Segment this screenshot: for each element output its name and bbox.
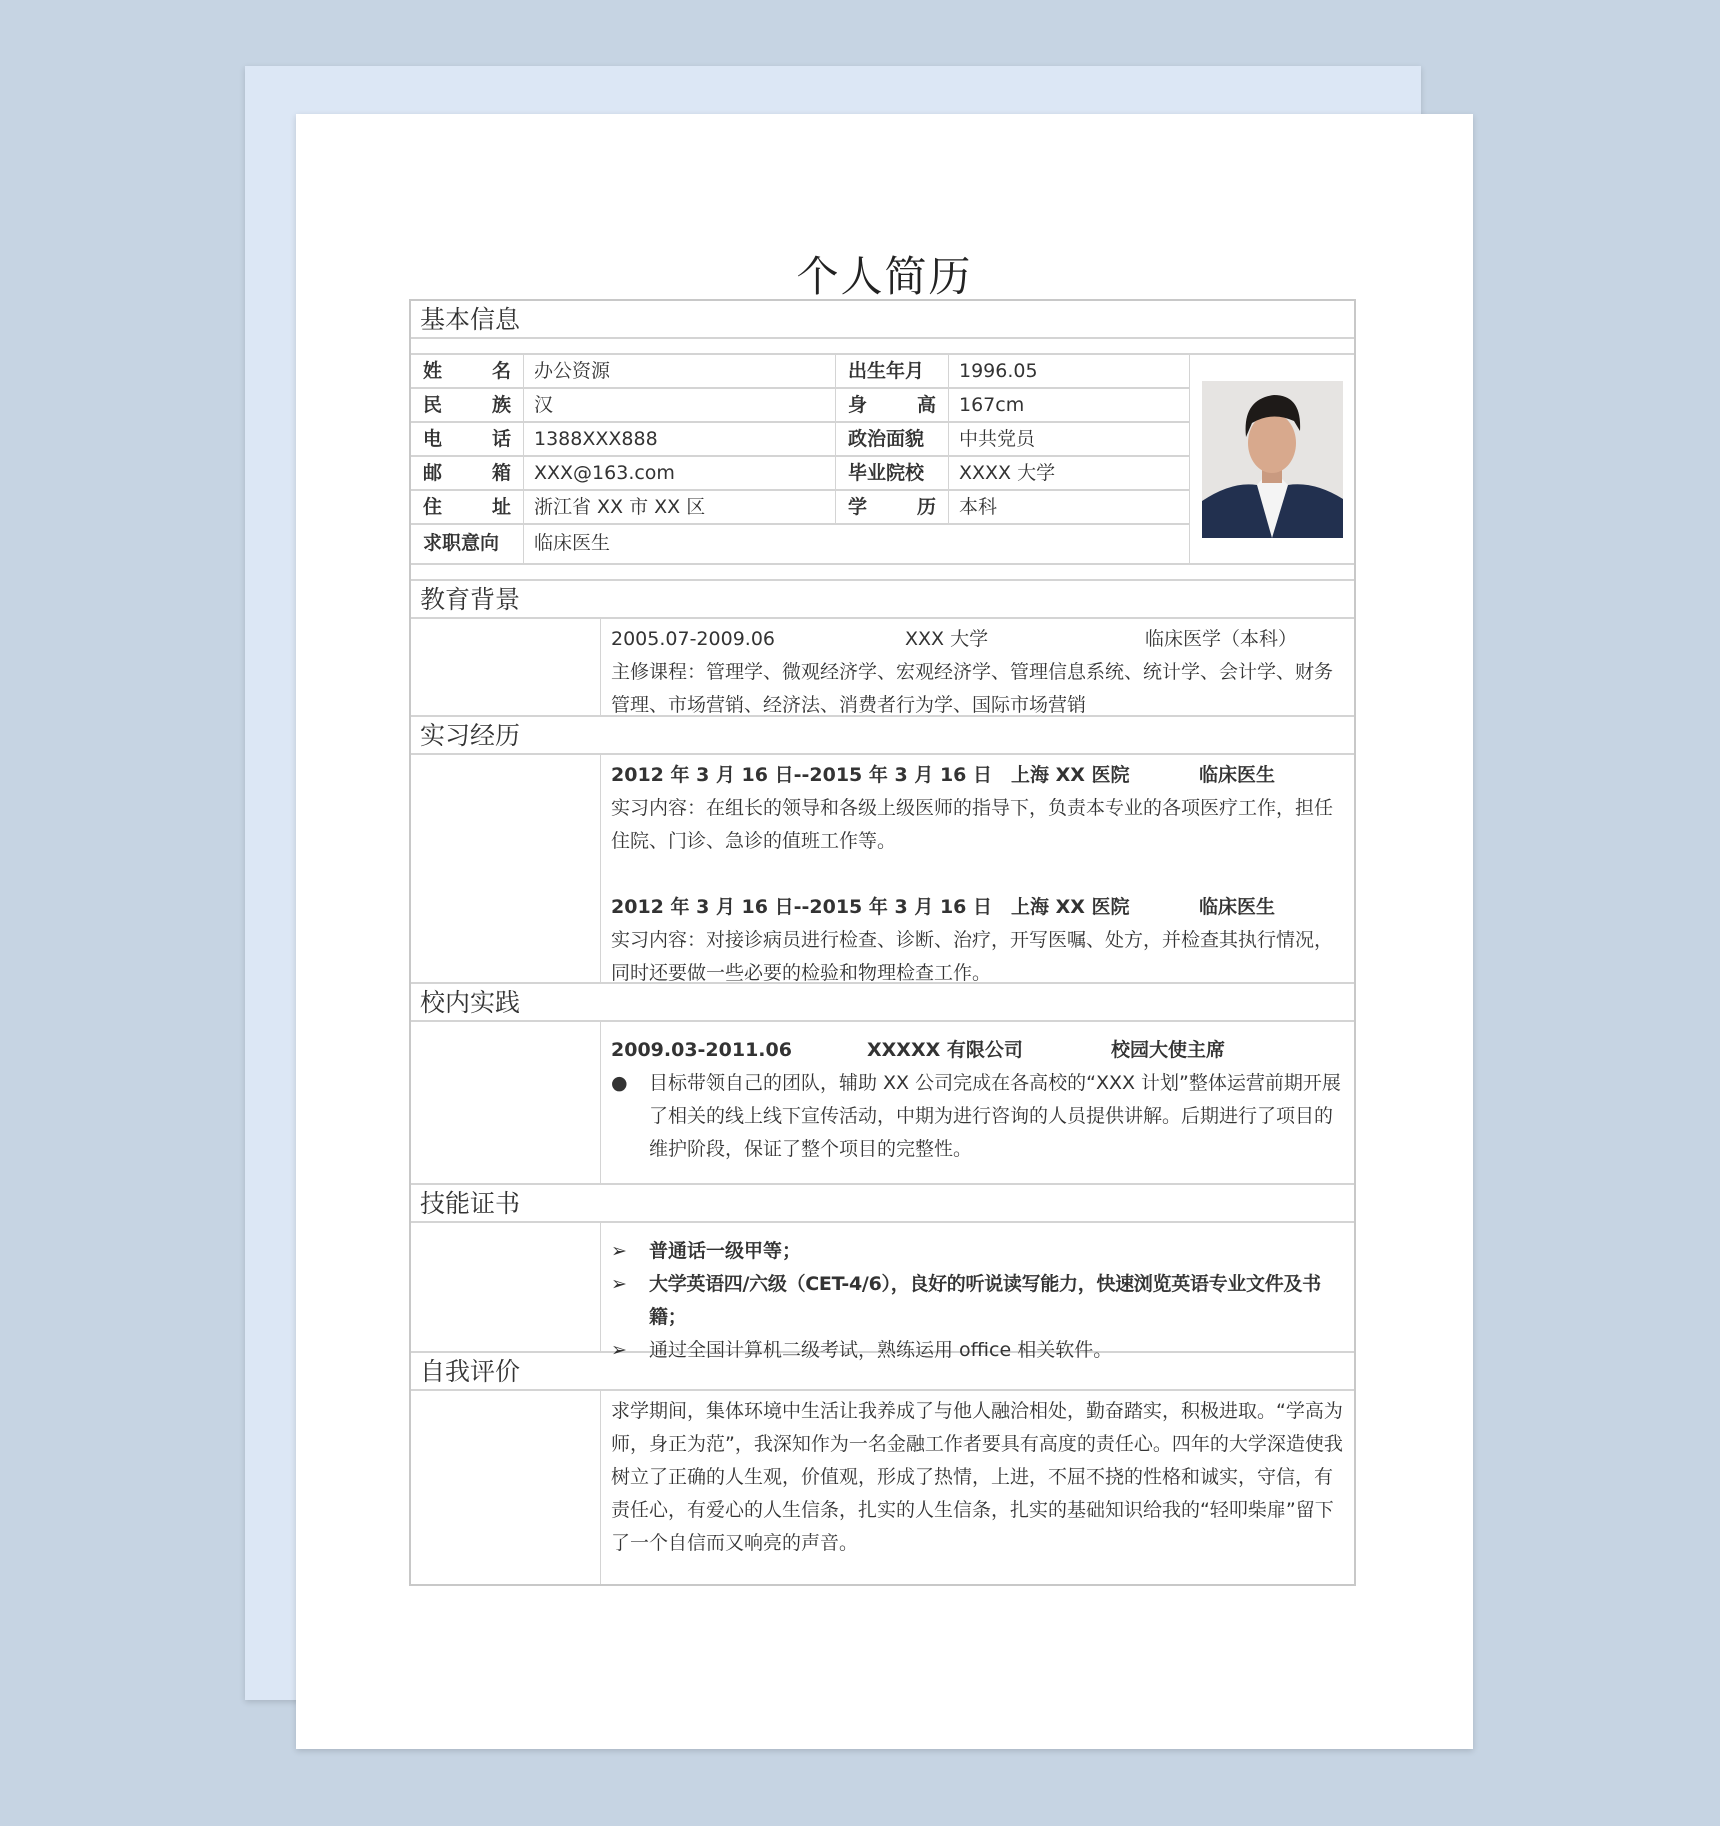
label-text: 名	[491, 360, 511, 382]
intern-org: 上海 XX 医院	[1011, 896, 1130, 918]
basic-info	[411, 355, 1354, 565]
field-value: 办公资源	[524, 355, 836, 387]
label-text: 民	[423, 394, 443, 416]
edu-school: XXX 大学	[905, 628, 989, 650]
field-value: 浙江省 XX 市 XX 区	[524, 491, 836, 523]
intern-role: 临床医生	[1199, 764, 1276, 786]
skill-item: 普通话一级甲等；	[649, 1240, 802, 1262]
section-self-evaluation: 自我评价	[411, 1353, 1354, 1391]
info-rows	[411, 355, 1189, 563]
field-label	[836, 491, 949, 523]
label-text: 出生年月	[848, 360, 925, 382]
edu-courses: 主修课程：管理学、微观经济学、宏观经济学、管理信息系统、统计学、会计学、财务管理、市场营销、经济法、消费者行为学、国际市场营销	[611, 661, 1334, 716]
self-evaluation-text: 求学期间，集体环境中生活让我养成了与他人融洽相处，勤奋踏实，积极进取。“学高为师，身正为范”，我深知作为一名金融工作者要具有高度的责任心。四年的大学深造使我树立了正确的人生观，价值观，形成了热情，上进，不屈不挠的性格和诚实，守信，有责任心，有爱心的人生信条，扎实的人生信条，扎实的基础知识给我的“轻叩柴扉”留下了一个自信而又响亮的声音。	[611, 1400, 1343, 1554]
field-value: 1996.05	[959, 360, 1038, 382]
arrow-bullet-icon: ➢	[611, 1339, 627, 1361]
field-value: 中共党员	[959, 428, 1036, 450]
campus-role: 校园大使主席	[1111, 1039, 1226, 1061]
info-row-job-intent	[411, 525, 1189, 563]
skills-content	[411, 1223, 1354, 1361]
field-label	[836, 355, 949, 387]
section-education: 教育背景	[411, 581, 1354, 619]
info-row	[411, 457, 1189, 491]
field-value: 1388XXX888	[524, 423, 836, 455]
field-label	[836, 423, 949, 455]
campus-content	[411, 1022, 1354, 1185]
label-text: 住	[423, 496, 443, 518]
label-text: 姓	[423, 360, 443, 382]
field-value: 汉	[524, 389, 836, 421]
label-text: 身	[848, 394, 868, 416]
intern-role: 临床医生	[1199, 896, 1276, 918]
label-text: 箱	[491, 462, 511, 484]
label-text: 电	[423, 428, 443, 450]
label-text: 邮	[423, 462, 443, 484]
info-row	[411, 389, 1189, 423]
self-evaluation-content	[411, 1391, 1354, 1584]
job-intent-value: 临床医生	[534, 532, 611, 554]
label-text: 历	[916, 496, 936, 518]
campus-period: 2009.03-2011.06	[611, 1039, 792, 1061]
label-text: 话	[491, 428, 511, 450]
field-value: XXXX 大学	[959, 462, 1056, 484]
page-title: 个人简历	[796, 252, 973, 301]
field-value: XXX@163.com	[524, 457, 836, 489]
campus-desc: 目标带领自己的团队，辅助 XX 公司完成在各高校的“XXX 计划”整体运营前期开展了相关的线上线下宣传活动，中期为进行咨询的人员提供讲解。后期进行了项目的维护阶段，保证了整个项目的完整性。	[649, 1072, 1341, 1160]
field-label	[411, 457, 524, 489]
spacer-row	[411, 339, 1354, 355]
arrow-bullet-icon: ➢	[611, 1273, 627, 1295]
field-label	[411, 389, 524, 421]
field-label	[411, 355, 524, 387]
field-label: 求职意向	[411, 525, 524, 563]
education-content	[411, 619, 1354, 717]
campus-org: XXXXX 有限公司	[867, 1039, 1023, 1061]
info-row	[411, 491, 1189, 525]
section-campus: 校内实践	[411, 984, 1354, 1022]
internship-content	[411, 755, 1354, 984]
intern-desc: 实习内容：在组长的领导和各级上级医师的指导下，负责本专业的各项医疗工作，担任住院、门诊、急诊的值班工作等。	[611, 797, 1334, 852]
section-internship: 实习经历	[411, 717, 1354, 755]
intern-desc: 实习内容：对接诊病员进行检查、诊断、治疗，开写医嘱、处方，并检查其执行情况，同时还要做一些必要的检验和物理检查工作。	[611, 929, 1334, 984]
field-label	[836, 457, 949, 489]
field-label	[836, 389, 949, 421]
info-row	[411, 423, 1189, 457]
person-photo-icon	[1202, 381, 1343, 538]
edu-major: 临床医学（本科）	[1145, 628, 1298, 650]
info-row	[411, 355, 1189, 389]
field-label	[411, 491, 524, 523]
intern-period: 2012 年 3 月 16 日--2015 年 3 月 16 日	[611, 764, 993, 786]
skill-item: 大学英语四/六级（CET-4/6），良好的听说读写能力，快速浏览英语专业文件及书籍；	[649, 1273, 1321, 1328]
intern-org: 上海 XX 医院	[1011, 764, 1130, 786]
spacer-row	[411, 565, 1354, 581]
skill-item: 通过全国计算机二级考试，熟练运用 office 相关软件。	[649, 1339, 1113, 1361]
section-skills: 技能证书	[411, 1185, 1354, 1223]
profile-photo	[1189, 355, 1354, 563]
bullet-icon: ●	[611, 1072, 628, 1094]
label-text: 政治面貌	[848, 428, 925, 450]
field-value: 167cm	[959, 394, 1025, 416]
section-basic-info: 基本信息	[411, 301, 1354, 339]
label-text: 高	[916, 394, 936, 416]
label-text: 址	[491, 496, 511, 518]
label-text: 毕业院校	[848, 462, 925, 484]
label-text: 学	[848, 496, 868, 518]
label-text: 族	[491, 394, 511, 416]
edu-period: 2005.07-2009.06	[611, 628, 775, 650]
field-value: 本科	[959, 496, 998, 518]
resume-table	[409, 299, 1356, 1586]
field-label	[411, 423, 524, 455]
intern-period: 2012 年 3 月 16 日--2015 年 3 月 16 日	[611, 896, 993, 918]
resume-page	[296, 114, 1473, 1749]
arrow-bullet-icon: ➢	[611, 1240, 627, 1262]
